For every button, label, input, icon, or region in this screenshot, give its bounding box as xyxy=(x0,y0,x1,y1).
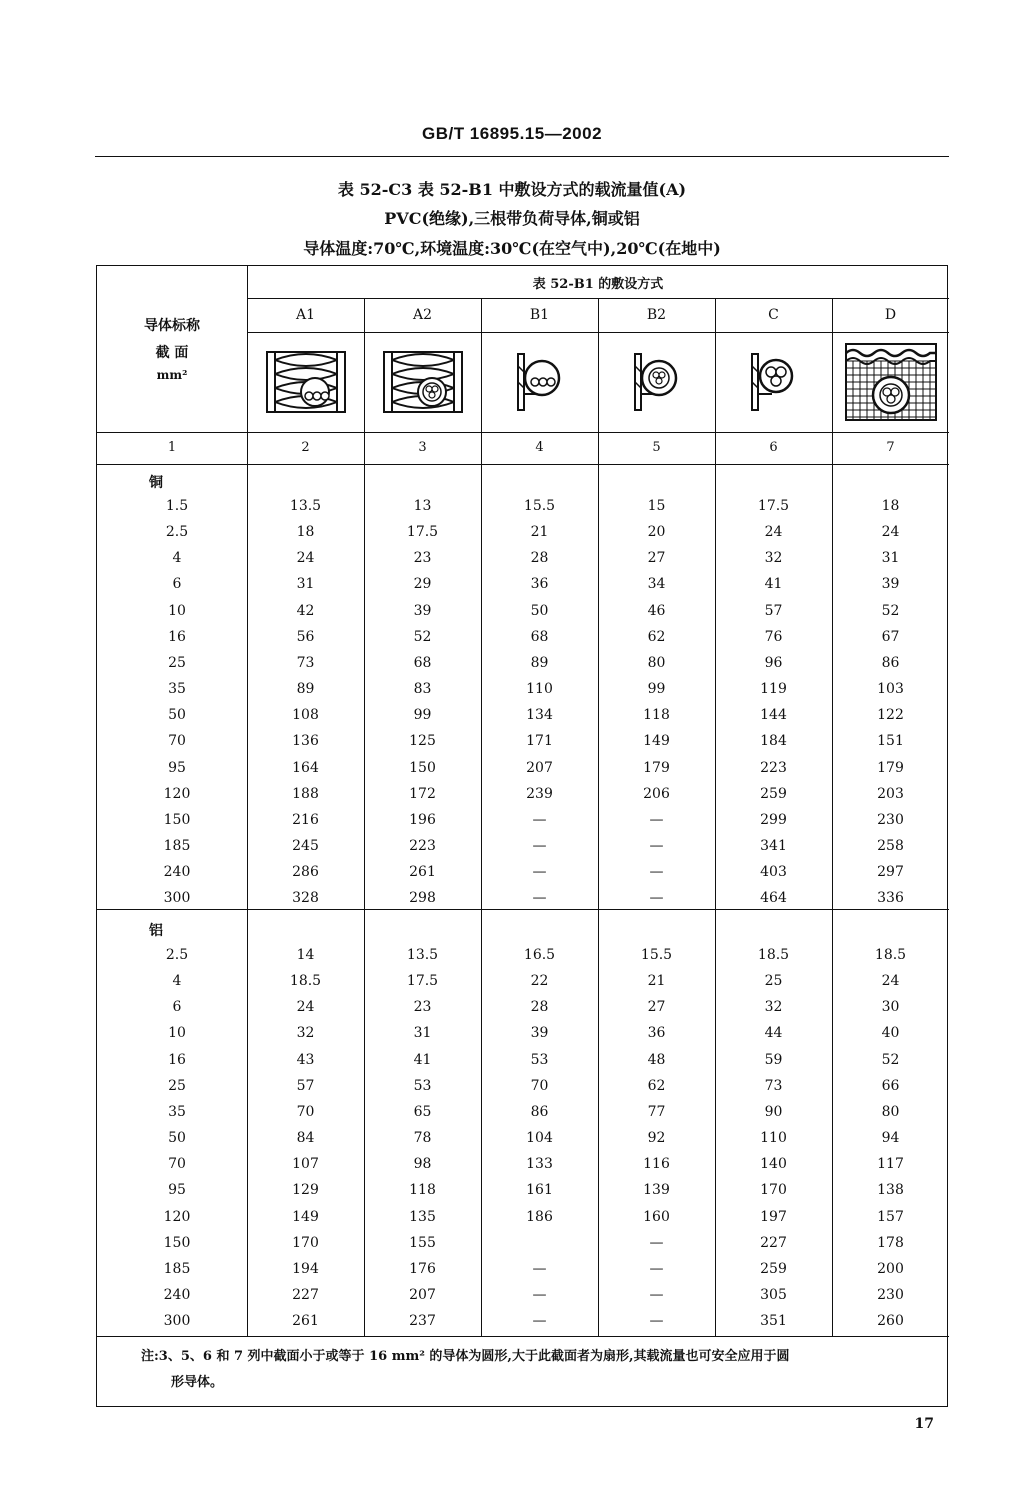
cable-in-insulated-wall-conduit-icon xyxy=(265,350,347,414)
aluminium-row-value: 170 xyxy=(292,1234,319,1251)
copper-row-value: 17.5 xyxy=(406,524,439,541)
copper-row-value: 188 xyxy=(292,785,319,802)
aluminium-row-value: — xyxy=(649,1286,664,1303)
aluminium-row-value: 116 xyxy=(643,1156,670,1173)
aluminium-row-value: 44 xyxy=(764,1025,783,1042)
copper-row-value: 103 xyxy=(877,681,904,698)
aluminium-row-size: 150 xyxy=(163,1234,191,1251)
table-note-line1: 注:3、5、6 和 7 列中截面小于或等于 16 mm² 的导体为圆形,大于此截面者为扇形,其载流量也可安全应用于圆 xyxy=(141,1349,790,1364)
copper-row-value: 17.5 xyxy=(757,498,790,514)
column-number: 6 xyxy=(769,440,778,455)
aluminium-row-value: 13.5 xyxy=(406,947,439,963)
copper-row-size: 16 xyxy=(168,628,186,645)
copper-row-value: 52 xyxy=(413,628,432,645)
page-number: 17 xyxy=(914,1416,934,1432)
copper-row-value: 341 xyxy=(760,837,787,854)
copper-row-value: 286 xyxy=(292,864,319,881)
header-rule xyxy=(95,156,949,157)
aluminium-row-value: 140 xyxy=(760,1156,787,1173)
copper-row-value: — xyxy=(532,811,547,828)
copper-row-value: 298 xyxy=(409,890,436,907)
copper-row-value: 18 xyxy=(881,498,900,514)
aluminium-row-value: 176 xyxy=(409,1260,436,1277)
copper-row-value: 46 xyxy=(647,602,666,619)
aluminium-row-size: 50 xyxy=(168,1130,186,1147)
copper-row-value: 164 xyxy=(292,759,319,776)
cable-in-ground-duct-icon xyxy=(845,343,937,421)
copper-row-value: 403 xyxy=(760,864,787,881)
aluminium-row-value: 15.5 xyxy=(640,947,673,963)
copper-row-value: 39 xyxy=(413,602,432,619)
multicore-in-conduit-on-wall-icon xyxy=(633,350,681,414)
aluminium-row-value: 53 xyxy=(413,1077,432,1094)
aluminium-row-value: — xyxy=(649,1260,664,1277)
copper-row-value: 223 xyxy=(760,759,787,776)
copper-row-value: 24 xyxy=(296,550,315,567)
copper-row-value: 89 xyxy=(296,681,315,698)
copper-row-size: 10 xyxy=(168,602,186,619)
copper-row-size: 70 xyxy=(168,733,186,750)
aluminium-row-size: 95 xyxy=(168,1182,186,1199)
aluminium-row-value: 18.5 xyxy=(874,947,907,963)
aluminium-row-value: 28 xyxy=(530,999,549,1016)
copper-row-value: 464 xyxy=(760,890,787,907)
aluminium-row-value: 32 xyxy=(764,999,783,1016)
copper-row-value: 23 xyxy=(413,550,432,567)
copper-row-value: 179 xyxy=(877,759,904,776)
table-conditions: 导体温度:70℃,环境温度:30℃(在空气中),20℃(在地中) xyxy=(303,239,721,258)
aluminium-row-value: 138 xyxy=(877,1182,904,1199)
aluminium-row-value: 104 xyxy=(526,1130,553,1147)
aluminium-row-value: 36 xyxy=(647,1025,666,1042)
copper-row-value: 31 xyxy=(881,550,900,567)
aluminium-row-value: 259 xyxy=(760,1260,787,1277)
aluminium-row-value: 207 xyxy=(409,1286,436,1303)
standard-header: GB/T 16895.15—2002 xyxy=(421,124,603,143)
method-header-d: D xyxy=(884,307,897,323)
copper-row-value: — xyxy=(649,864,664,881)
copper-row-size: 50 xyxy=(168,707,186,724)
copper-row-value: 99 xyxy=(647,681,666,698)
aluminium-row-value: 23 xyxy=(413,999,432,1016)
copper-row-value: 50 xyxy=(530,602,549,619)
copper-row-value: 13 xyxy=(413,498,432,514)
aluminium-row-value: 43 xyxy=(296,1051,315,1068)
aluminium-row-value: 139 xyxy=(643,1182,670,1199)
copper-row-value: — xyxy=(649,837,664,854)
aluminium-row-value: 27 xyxy=(647,999,666,1016)
aluminium-row-value: 14 xyxy=(296,947,315,963)
table-rule xyxy=(97,1336,949,1337)
copper-row-size: 150 xyxy=(163,811,191,828)
copper-row-value: 28 xyxy=(530,550,549,567)
copper-row-value: 149 xyxy=(643,733,670,750)
copper-row-value: 42 xyxy=(296,602,315,619)
copper-row-value: 13.5 xyxy=(289,498,322,514)
copper-row-value: 196 xyxy=(409,811,436,828)
copper-row-value: 62 xyxy=(647,628,666,645)
aluminium-row-size: 120 xyxy=(163,1208,191,1225)
copper-row-value: 68 xyxy=(413,654,432,671)
aluminium-row-value: 86 xyxy=(530,1103,549,1120)
copper-row-value: 150 xyxy=(409,759,436,776)
aluminium-row-value: 305 xyxy=(760,1286,787,1303)
aluminium-row-size: 300 xyxy=(163,1313,191,1330)
copper-row-value: 239 xyxy=(526,785,553,802)
aluminium-row-value: 40 xyxy=(881,1025,900,1042)
copper-row-value: 31 xyxy=(296,576,315,593)
copper-row-value: 27 xyxy=(647,550,666,567)
copper-row-value: 56 xyxy=(296,628,315,645)
aluminium-row-value: 59 xyxy=(764,1051,783,1068)
copper-row-value: 134 xyxy=(526,707,553,724)
aluminium-section-label: 铝 xyxy=(149,923,163,939)
copper-row-value: 125 xyxy=(409,733,436,750)
copper-row-value: 36 xyxy=(530,576,549,593)
aluminium-row-value: 41 xyxy=(413,1051,432,1068)
aluminium-row-value: 21 xyxy=(647,973,666,990)
aluminium-row-value: 65 xyxy=(413,1103,432,1120)
aluminium-row-value: — xyxy=(532,1260,547,1277)
row-header-label: 导体标称 xyxy=(144,318,200,334)
aluminium-row-value: 25 xyxy=(764,973,783,990)
aluminium-row-value: 94 xyxy=(881,1130,900,1147)
copper-row-value: 172 xyxy=(409,785,436,802)
aluminium-row-size: 70 xyxy=(168,1156,186,1173)
aluminium-row-value: 17.5 xyxy=(406,973,439,990)
copper-row-value: 29 xyxy=(413,576,432,593)
aluminium-row-value: 18.5 xyxy=(757,947,790,963)
copper-row-value: — xyxy=(649,811,664,828)
copper-row-value: 122 xyxy=(877,707,904,724)
copper-row-value: 206 xyxy=(643,785,670,802)
aluminium-row-value: 227 xyxy=(760,1234,787,1251)
copper-row-value: 144 xyxy=(760,707,787,724)
aluminium-row-value: 170 xyxy=(760,1182,787,1199)
aluminium-row-value: 84 xyxy=(296,1130,315,1147)
aluminium-row-value: 178 xyxy=(877,1234,904,1251)
table-subcaption: PVC(绝缘),三根带负荷导体,铜或铝 xyxy=(384,209,640,228)
aluminium-row-value: — xyxy=(649,1313,664,1330)
aluminium-row-value: 78 xyxy=(413,1130,432,1147)
copper-row-value: 57 xyxy=(764,602,783,619)
aluminium-row-value: 48 xyxy=(647,1051,666,1068)
copper-row-value: 203 xyxy=(877,785,904,802)
copper-row-value: 24 xyxy=(764,524,783,541)
table-rule xyxy=(97,909,949,910)
copper-row-value: 110 xyxy=(526,681,553,698)
aluminium-row-value: 117 xyxy=(877,1156,904,1173)
copper-row-value: 18 xyxy=(296,524,315,541)
aluminium-row-value: 155 xyxy=(409,1234,436,1251)
aluminium-row-value: 22 xyxy=(530,973,549,990)
aluminium-row-value: 186 xyxy=(526,1208,553,1225)
copper-row-value: 171 xyxy=(526,733,553,750)
aluminium-row-value: — xyxy=(649,1234,664,1251)
copper-row-value: 20 xyxy=(647,524,666,541)
aluminium-row-value: 149 xyxy=(292,1208,319,1225)
row-header-label: mm² xyxy=(156,368,188,382)
aluminium-row-value: 260 xyxy=(877,1313,904,1330)
aluminium-row-value: 200 xyxy=(877,1260,904,1277)
aluminium-row-value: 77 xyxy=(647,1103,666,1120)
aluminium-row-value: 16.5 xyxy=(523,947,556,963)
row-header-label: 截 面 xyxy=(155,345,189,361)
aluminium-row-value: 157 xyxy=(877,1208,904,1225)
aluminium-row-value: 80 xyxy=(881,1103,900,1120)
aluminium-row-value: 66 xyxy=(881,1077,900,1094)
aluminium-row-value: 24 xyxy=(881,973,900,990)
copper-row-value: 136 xyxy=(292,733,319,750)
table-rule xyxy=(97,432,949,433)
copper-row-value: 108 xyxy=(292,707,319,724)
aluminium-row-value: 24 xyxy=(296,999,315,1016)
copper-row-value: — xyxy=(532,864,547,881)
aluminium-row-value: 129 xyxy=(292,1182,319,1199)
multicore-in-insulated-wall-conduit-icon xyxy=(382,350,464,414)
aluminium-row-size: 6 xyxy=(172,999,182,1016)
copper-row-value: 258 xyxy=(877,837,904,854)
copper-row-value: 216 xyxy=(292,811,319,828)
aluminium-row-value: 70 xyxy=(530,1077,549,1094)
copper-row-value: 21 xyxy=(530,524,549,541)
copper-row-value: — xyxy=(532,890,547,907)
aluminium-row-value: — xyxy=(532,1286,547,1303)
aluminium-row-value: 118 xyxy=(409,1182,436,1199)
cable-in-conduit-on-wall-icon xyxy=(516,350,564,414)
aluminium-row-value: 62 xyxy=(647,1077,666,1094)
aluminium-row-size: 10 xyxy=(168,1025,186,1042)
aluminium-row-value: 133 xyxy=(526,1156,553,1173)
aluminium-row-value: — xyxy=(532,1313,547,1330)
method-header-c: C xyxy=(768,307,779,323)
copper-row-value: 99 xyxy=(413,707,432,724)
column-number: 7 xyxy=(886,440,895,455)
group-header: 表 52-B1 的敷设方式 xyxy=(532,277,664,292)
aluminium-row-value: 261 xyxy=(292,1313,319,1330)
table-caption: 表 52-C3 表 52-B1 中敷设方式的载流量值(A) xyxy=(337,180,687,199)
copper-row-value: 41 xyxy=(764,576,783,593)
copper-row-value: 118 xyxy=(643,707,670,724)
method-header-b2: B2 xyxy=(646,307,667,323)
copper-row-value: 299 xyxy=(760,811,787,828)
aluminium-row-value: 351 xyxy=(760,1313,787,1330)
copper-row-value: — xyxy=(649,890,664,907)
copper-row-value: 259 xyxy=(760,785,787,802)
aluminium-row-value: 31 xyxy=(413,1025,432,1042)
aluminium-row-value: 52 xyxy=(881,1051,900,1068)
copper-row-size: 1.5 xyxy=(165,498,189,514)
aluminium-row-size: 4 xyxy=(172,973,182,990)
aluminium-row-value: 53 xyxy=(530,1051,549,1068)
aluminium-row-value: 227 xyxy=(292,1286,319,1303)
copper-row-size: 120 xyxy=(163,785,191,802)
column-number: 1 xyxy=(167,440,177,455)
aluminium-row-value: 194 xyxy=(292,1260,319,1277)
aluminium-row-value: 90 xyxy=(764,1103,783,1120)
aluminium-row-size: 25 xyxy=(168,1077,186,1094)
copper-row-size: 185 xyxy=(163,837,191,854)
copper-row-size: 6 xyxy=(172,576,182,593)
copper-row-value: 184 xyxy=(760,733,787,750)
copper-row-value: 32 xyxy=(764,550,783,567)
aluminium-row-value: 110 xyxy=(760,1130,787,1147)
aluminium-row-size: 35 xyxy=(168,1103,186,1120)
aluminium-row-value: 107 xyxy=(292,1156,319,1173)
copper-row-size: 35 xyxy=(168,681,186,698)
copper-row-value: 89 xyxy=(530,654,549,671)
copper-row-size: 2.5 xyxy=(165,524,189,541)
copper-row-value: 80 xyxy=(647,654,666,671)
aluminium-row-value: 237 xyxy=(409,1313,436,1330)
copper-row-value: 207 xyxy=(526,759,553,776)
copper-row-value: 336 xyxy=(877,890,904,907)
aluminium-row-size: 240 xyxy=(163,1286,191,1303)
aluminium-row-value: 70 xyxy=(296,1103,315,1120)
copper-row-value: 96 xyxy=(764,654,783,671)
table-rule xyxy=(97,464,949,465)
aluminium-row-value: 39 xyxy=(530,1025,549,1042)
column-number: 5 xyxy=(652,440,661,455)
aluminium-row-value: 161 xyxy=(526,1182,553,1199)
aluminium-row-value: 32 xyxy=(296,1025,315,1042)
aluminium-row-value: 160 xyxy=(643,1208,670,1225)
column-number: 3 xyxy=(418,440,427,455)
copper-row-size: 240 xyxy=(163,864,191,881)
aluminium-row-value: 197 xyxy=(760,1208,787,1225)
aluminium-row-value: 57 xyxy=(296,1077,315,1094)
copper-row-value: 245 xyxy=(292,837,319,854)
method-header-b1: B1 xyxy=(529,307,550,323)
aluminium-row-value: 73 xyxy=(764,1077,783,1094)
copper-row-value: 67 xyxy=(881,628,900,645)
ampacity-table xyxy=(96,265,948,1407)
aluminium-row-value: 98 xyxy=(413,1156,432,1173)
copper-row-value: 119 xyxy=(760,681,787,698)
aluminium-row-size: 16 xyxy=(168,1051,186,1068)
copper-row-size: 4 xyxy=(172,550,182,567)
column-number: 2 xyxy=(301,440,310,455)
method-header-a1: A1 xyxy=(295,307,316,323)
copper-row-value: 261 xyxy=(409,864,436,881)
aluminium-row-size: 185 xyxy=(163,1260,191,1277)
table-note-line2: 形导体。 xyxy=(171,1375,224,1390)
copper-row-value: 297 xyxy=(877,864,904,881)
copper-row-value: 328 xyxy=(292,890,319,907)
copper-row-value: 73 xyxy=(296,654,315,671)
aluminium-row-value: 230 xyxy=(877,1286,904,1303)
copper-row-value: 83 xyxy=(413,681,432,698)
copper-row-value: 15 xyxy=(647,498,666,514)
copper-row-size: 300 xyxy=(163,890,191,907)
aluminium-row-value: 135 xyxy=(409,1208,436,1225)
copper-section-label: 铜 xyxy=(149,475,163,491)
copper-row-value: 15.5 xyxy=(523,498,556,514)
copper-row-value: 68 xyxy=(530,628,549,645)
copper-row-value: 86 xyxy=(881,654,900,671)
copper-row-size: 25 xyxy=(168,654,186,671)
aluminium-row-size: 2.5 xyxy=(165,947,189,963)
aluminium-row-value: 18.5 xyxy=(289,973,322,990)
aluminium-row-value: 30 xyxy=(881,999,900,1016)
copper-row-value: 52 xyxy=(881,602,900,619)
column-number: 4 xyxy=(535,440,544,455)
copper-row-value: 230 xyxy=(877,811,904,828)
multicore-on-wall-icon xyxy=(750,350,798,414)
copper-row-size: 95 xyxy=(168,759,186,776)
copper-row-value: 151 xyxy=(877,733,904,750)
copper-row-value: — xyxy=(532,837,547,854)
copper-row-value: 76 xyxy=(764,628,783,645)
copper-row-value: 24 xyxy=(881,524,900,541)
copper-row-value: 34 xyxy=(647,576,666,593)
copper-row-value: 223 xyxy=(409,837,436,854)
method-header-a2: A2 xyxy=(412,307,433,323)
copper-row-value: 39 xyxy=(881,576,900,593)
copper-row-value: 179 xyxy=(643,759,670,776)
aluminium-row-value: 92 xyxy=(647,1130,666,1147)
